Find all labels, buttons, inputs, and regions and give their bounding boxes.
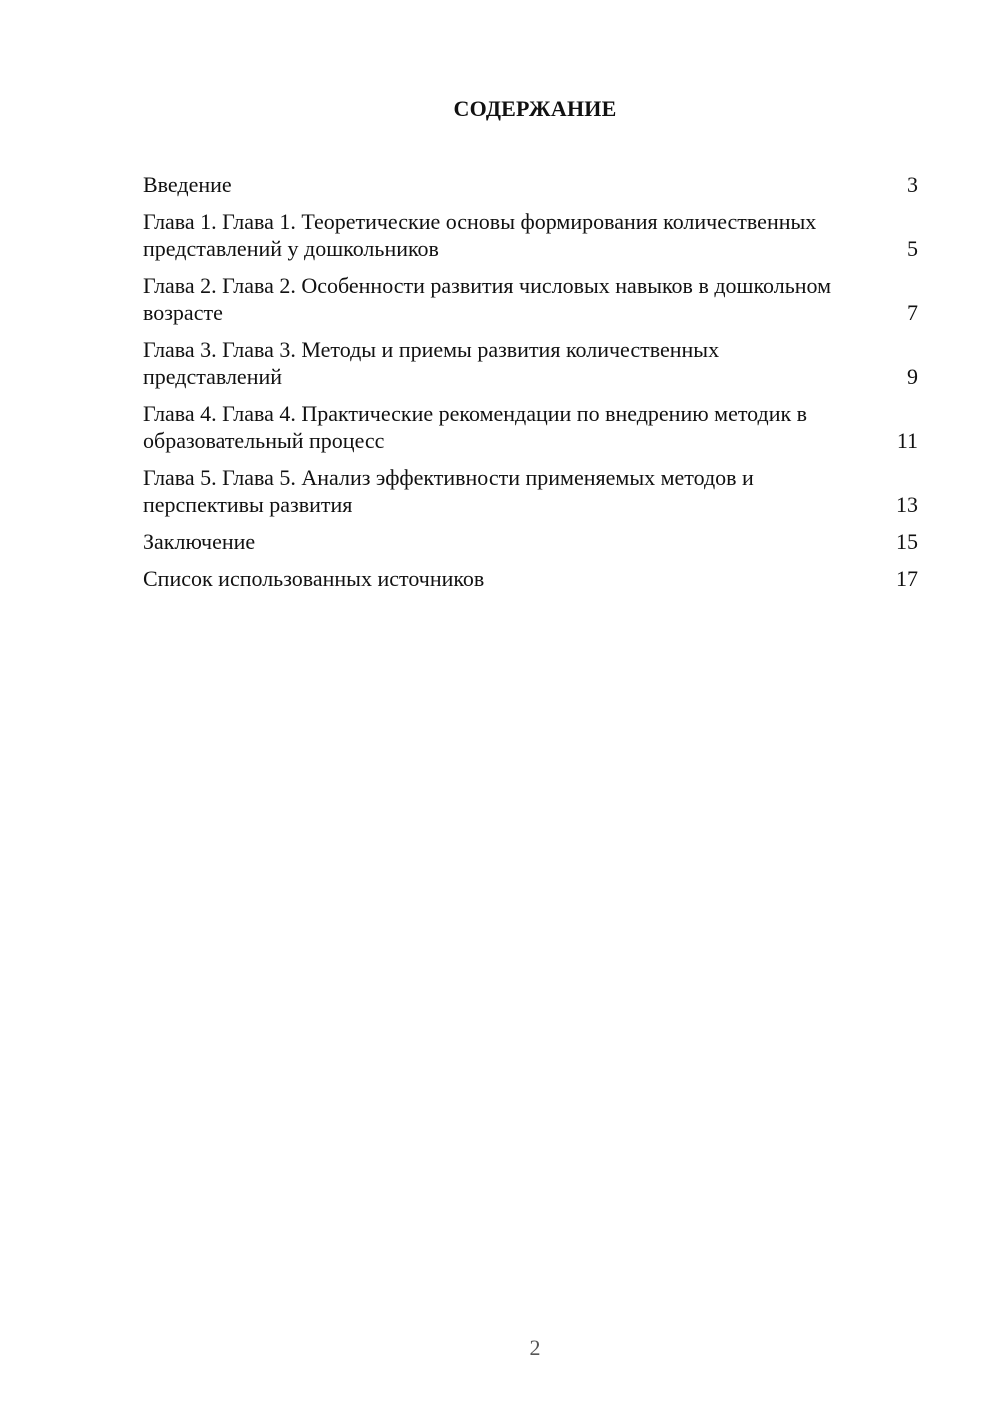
toc-entry-page: 13 xyxy=(896,492,918,517)
toc-entry-text: Введение xyxy=(143,172,232,197)
page-number: 2 xyxy=(529,1335,541,1360)
toc-entry-introduction[interactable] xyxy=(143,171,918,198)
toc-entry-text: Список использованных источников xyxy=(143,566,485,591)
toc-entry-text: Глава 2. Глава 2. Особенности развития числовых навыков в дошкольном возрасте xyxy=(143,273,832,325)
toc-entry-chapter-3[interactable] xyxy=(143,336,918,390)
toc-entry-text: Заключение xyxy=(143,529,256,554)
toc-entry-conclusion[interactable] xyxy=(143,528,918,555)
toc-entry-text: Глава 3. Глава 3. Методы и приемы развития количественных представлений xyxy=(143,337,720,389)
toc-entry-text: Глава 5. Глава 5. Анализ эффективности применяемых методов и перспективы развития xyxy=(143,465,754,517)
toc-entry-chapter-5[interactable] xyxy=(143,464,918,518)
toc-entry-page: 17 xyxy=(896,566,918,591)
toc-entry-page: 11 xyxy=(896,428,918,453)
toc-entry-chapter-1[interactable] xyxy=(143,208,918,262)
toc-entry-text: Глава 1. Глава 1. Теоретические основы формирования количественных представлений у дошкольников xyxy=(143,209,817,261)
toc-entry-page: 5 xyxy=(907,236,918,261)
toc-entry-references[interactable] xyxy=(143,565,918,592)
page-title: СОДЕРЖАНИЕ xyxy=(453,96,617,121)
toc-entry-page: 3 xyxy=(907,172,918,197)
toc-entry-page: 9 xyxy=(907,364,918,389)
toc-entry-chapter-2[interactable] xyxy=(143,272,918,326)
toc-entry-page: 15 xyxy=(896,529,918,554)
toc-entry-page: 7 xyxy=(907,300,918,325)
toc-entry-chapter-4[interactable] xyxy=(143,400,918,454)
toc-entry-text: Глава 4. Глава 4. Практические рекомендации по внедрению методик в образовательный процесс xyxy=(143,401,808,453)
table-of-contents xyxy=(143,171,918,602)
